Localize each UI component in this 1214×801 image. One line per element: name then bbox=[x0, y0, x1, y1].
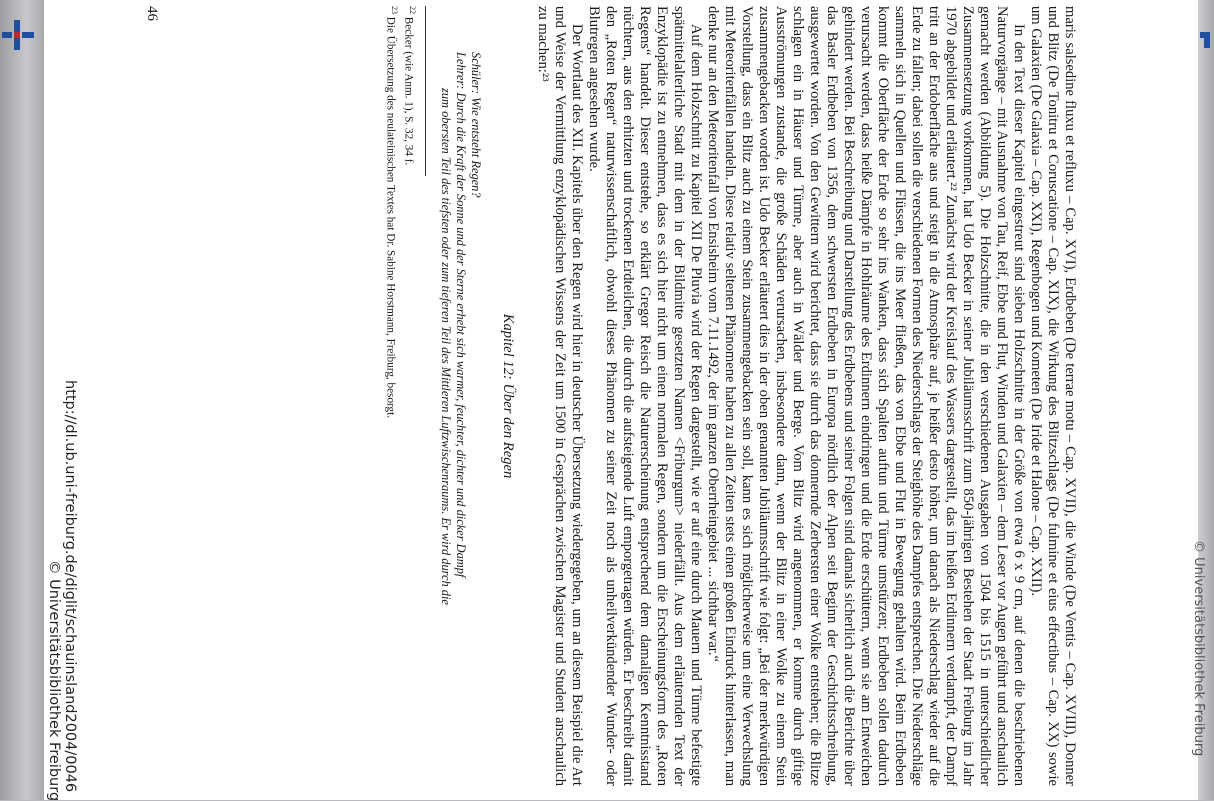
body-text bbox=[384, 6, 1078, 786]
dialogue-teacher: Lehrer: Durch die Kraft der Sonne und der Sterne erhebt sich warmer, feuchter, dichter und dicker Dampf bbox=[454, 52, 468, 578]
dialogue-teacher-cont: zum obersten Teil des tiefsten oder zum tieferen Teil des Mittleren Luftzwischenraums. Er wird durch die bbox=[439, 88, 453, 605]
source-url: http://dl.ub.uni-freiburg.de/diglit/schauinsland2004/0046 bbox=[62, 380, 78, 793]
left-viewer-bar bbox=[0, 0, 44, 800]
footnote-22 bbox=[401, 6, 419, 786]
ub-freiburg-logo bbox=[2, 14, 38, 54]
paragraph-1: maris salsedine fluxu et refluxu – Cap. XVI), Erdbeben (De terrae motu – Cap. XVII), die Winde (De Ventis – Cap. XVIII), Donner und Blitz (De Tonitru et Coruscatione – Cap. XIX), die Wirkung des Blitzschlags (De fulmine et eius effectibus – Cap. XX) sowie um Galaxien (De Galaxia – Cap. XXI), Regenbogen und Kometen (De Iride et Halone – Cap. XXII). bbox=[1028, 6, 1078, 786]
footnote-22-number: 22 bbox=[408, 6, 417, 14]
dialogue-student: Schüler: Wie entsteht Regen? bbox=[469, 52, 483, 198]
paragraph-2: In den Text dieser Kapitel eingestreut sind sieben Holzschnitte in der Größe von etwa 6 x 9 cm, auf denen die beschriebenen Naturvorgänge – mit Ausnahme von Tau, Reif, Ebbe und Flut, Winden und Galaxien – dem Leser vor Augen geführt und anschaulich gemacht werden (Abbildung 5). Die Holzschnitte, die in den verschiedenen Ausgaben von 1504 bis 1515 in unterschiedlicher Zusammensetzung vorkommen, hat Udo Becker in seiner Jubiläumsschrift zum 850-jährigen Bestehen der Stadt Freiburg im Jahr 1970 abgebildet und erläutert.²² Zunächst wird der Kreislauf des Wassers dargestellt, das im heißen Erdinnern verdampft, der Dampf tritt an der Erdoberfläche aus und steigt in die Atmosphäre auf, je heißer desto höher, um danach als Niederschlag wieder auf die Erde zu fallen; dabei sollen die verschiedenen Formen des Niederschlags der Steighöhe des Dampfes entsprechen. Die Niederschläge sammeln sich in Quellen und Flüssen, die ins Meer fließen, das von Ebbe und Flut in Bewegung gehalten wird. Beim Erdbeben kommt die Oberfläche der Erde so sehr ins Wanken, dass sich Spalten auftun und Türme umstürzen; Erdbeben sollen dadurch verursacht werden, dass heiße Dämpfe in Hohlräume des Erdinnern eindringen und die Erde erschüttern, wenn sie am Entweichen gehindert werden. Bei Beschreibung und Darstellung des Erdbebens und seiner Folgen sind damals sicherlich auch die Berichte über das Basler Erdbeben von 1356, dem schwersten Erdbeben in Europa nördlich der Alpen seit Beginn der Geschichtsschreibung, ausgewertet worden. Von den Gewittern wird berichtet, dass sie durch das donnernde Zerbersten einer Wolke entstehen; die Blitze schlagen ein in Häuser und Türme, aber auch in Wälder und Berge. Vom Blitz wird angenommen, er komme durch giftige Ausströmungen zustande, die große Schäden verursachen, insbesondere dann, wenn der Blitz in einer Wolke zu einem Stein zusammengebacken worden ist. Udo Becker erläutert dies in der oben genannten Jubiläumsschrift wie folgt: „Bei der merkwürdigen Vorstellung, dass ein Blitz auch zu einem Stein zusammengebacken sein soll, kann es sich möglicherweise um eine Verwechslung mit Meteoritenfällen handeln. Diese relativ seltenen Phänomene haben zu allen Zeiten stets einen großen Eindruck hinterlassen, man denke nur an den Meteoritenfall von Ensisheim vom 7.11.1492, der im ganzen Oberrheingebiet ... sichtbar war.“ bbox=[705, 6, 1027, 786]
paragraph-4: Der Wortlaut des XII. Kapitels über den Regen wird hier in deutscher Übersetzung wiedergegeben, um an diesem Beispiel die Art und Weise der Vermittlung enzyklopädischen Wissens der Zeit um 1500 in Gesprächen zwischen Magister und Student anschaulich zu machen:²³ bbox=[535, 6, 585, 786]
footnote-23-number: 23 bbox=[390, 6, 400, 14]
dialogue-excerpt bbox=[438, 52, 483, 786]
footnote-23-text: Die Übersetzung des neulateinischen Textes hat Dr. Sabine Horstmann, Freiburg, besorgt. bbox=[384, 16, 397, 419]
ub-freiburg-logo-right bbox=[1198, 14, 1212, 54]
paragraph-3: Auf dem Holzschnitt zu Kapitel XII De Pluvia wird der Regen dargestellt, wie er auf eine durch Mauern und Türme befestigte spätmittelalterliche Stadt mit dem in der Bildmitte gesetzten Namen <Friburgum> niederfällt. Aus dem erläuternden Text der Enzyklopädie ist zu entnehmen, dass es sich hier nicht um einen normalen Regen, sondern um die Erscheinungsform des „Roten Regens“ handelt. Dieser entstehe, so erklärt Gregor Reisch die Naturerscheinung entsprechend dem damaligen Kenntnisstand nüchtern, aus den erhitzten und trockenen Erdteilchen, die durch die aufsteigende Luft emporgetragen würden. Er beschreibt damit den „Roten Regen“ naturwissenschaftlich, obwohl dieses Phänomen zu seiner Zeit noch als unheilverkündender Wunder- oder Blutregen angesehen wurde. bbox=[586, 6, 704, 786]
rotated-page-content: maris salsedine fluxu et refluxu – Cap. XVI), Erdbeben (De terrae motu – Cap. XVII), die Winde (De Ventis – Cap. XVIII), Donner und Blitz (De Tonitru et Coruscatione – Cap. XIX), die Wirkung des Blitzschlags (De fulmine et eius effectibus – Cap. XX) sowie um Galaxien (De Galaxia – Cap. XXI), Regenbogen und Kometen (De Iride et Halone – Cap. XXII). In den Text dieser Kapitel eingestreut sind sieben Holzschnitte in der Größe von etwa 6 x 9 cm, auf denen die beschriebenen Naturvorgänge – mit Ausnahme von Tau, Reif, Ebbe und Flut, Winden und Galaxien – dem Leser vor Augen geführt und anschaulich gemacht werden (Abbildung 5). Die Holzschnitte, die in den verschiedenen Ausgaben von 1504 bis 1515 in unterschiedlicher Zusammensetzung vorkommen, hat Udo Becker in seiner Jubiläumsschrift zum 850-jährigen Bestehen der Stadt Freiburg im Jahr 1970 abgebildet und erläutert.²² Zunächst wird der Kreislauf des Wassers dargestellt, das im heißen Erdinnern verdampft, der Dampf tritt an der Erdoberfläche aus und steigt in die Atmosphäre auf, je heißer desto höher, um danach als Niederschlag wieder auf die Erde zu fallen; dabei sollen die verschiedenen Formen des Niederschlags der Steighöhe des Dampfes entsprechen. Die Niederschläge sammeln sich in Quellen und Flüssen, die ins Meer fließen, das von Ebbe und Flut in Bewegung gehalten wird. Beim Erdbeben kommt die Oberfläche der Erde so sehr ins Wanken, dass sich Spalten auftun und Türme umstürzen; Erdbeben sollen dadurch verursacht werden, dass heiße Dämpfe in Hohlräume des Erdinnern eindringen und die Erde erschüttern, wenn sie am Entweichen gehindert werden. Bei Beschreibung und Darstellung des Erdbebens und seiner Folgen sind damals sicherlich auch die Berichte über das Basler Erdbeben von 1356, dem schwersten Erdbeben in Europa nördlich der Alpen seit Beginn der Geschichtsschreibung, ausgewertet worden. Von den Gewittern wird berichtet, dass sie durch das donnernde Zerbersten einer Wolke entstehen; die Blitze schlagen ein in Häuser und Türme, aber auch in Wälder und Berge. Vom Blitz wird angenommen, er komme durch giftige Ausströmungen zustande, die große Schäden verursachen, insbesondere dann, wenn der Blitz in einer Wolke zu einem Stein zusammengebacken worden ist. Udo Becker erläutert dies in der oben genannten Jubiläumsschrift wie folgt: „Bei der merkwürdigen Vorstellung, dass ein Blitz auch zu einem Stein zusammengebacken sein soll, kann es sich möglicherweise um eine Verwechslung mit Meteoritenfällen handeln. Diese relativ seltenen Phänomene haben zu allen Zeiten stets einen großen Eindruck hinterlassen, man denke nur an den Meteoritenfall von Ensisheim vom 7.11.1492, der im ganzen Oberrheingebiet ... sichtbar war.“ Auf dem Holzschnitt zu Kapitel XII De Pluvia wird der Regen dargestellt, wie er auf eine durch Mauern und Türme befestigte spätmittelalterliche Stadt mit dem in der Bildmitte gesetzten Namen <Friburgum> niederfällt. Aus dem erläuternden Text der Enzyklopädie ist zu entnehmen, dass es sich hier nicht um einen normalen Regen, sondern um die Erscheinungsform des „Roten Regens“ handelt. Dieser entstehe, so erklärt Gregor Reisch die Naturerscheinung entsprechend dem damaligen Kenntnisstand nüchtern, aus den erhitzten und trockenen Erdteilchen, die durch die aufsteigende Luft emporgetragen würden. Er beschreibt damit den „Roten Regen“ naturwissenschaftlich, obwohl dieses Phänomen zu seiner Zeit noch als unheilverkündender Wunder- oder Blutregen angesehen wurde. Der Wortlaut des XII. Kapitels über den Regen wird hier in deutscher Übersetzung wiedergegeben, um an diesem Beispiel die Art und Weise der Vermittlung enzyklopädischen Wissens der Zeit um 1500 in Gesprächen zwischen Magister und Student anschaulich zu machen:²³ Kapitel 12: Über den Regen Schüler: Wie entsteht Regen? Lehrer: Durch die Kraft der Sonne und der Sterne erhebt sich warmer, feuchter, dichter und dicker Dampf zum obersten Teil des tiefsten oder zum tieferen Teil des Mittleren Luftzwischenraums. Er wird durch die $^{22}$ Becker (wie Anm. 1), S. 32, 34 f. $^{23}$ Die Übersetzung des neulateinischen Textes hat Dr. Sabine Horstmann, Freiburg, besorgt. 46 http://dl.ub.uni-freiburg.de/diglit/schauinsland2004/0046 © Universitätsbibliothek Freiburg © Universitätsbibliothek Freiburg bbox=[46, 6, 1206, 801]
scanned-page bbox=[44, 0, 1206, 801]
footnote-rule bbox=[425, 6, 426, 176]
footnote-23 bbox=[384, 6, 402, 786]
chapter-heading: Kapitel 12: Über den Regen bbox=[500, 313, 516, 479]
page-number: 46 bbox=[144, 6, 160, 21]
footer-copyright: © Universitätsbibliothek Freiburg bbox=[46, 560, 62, 801]
footnote-22-text: Becker (wie Anm. 1), S. 32, 34 f. bbox=[402, 16, 415, 166]
